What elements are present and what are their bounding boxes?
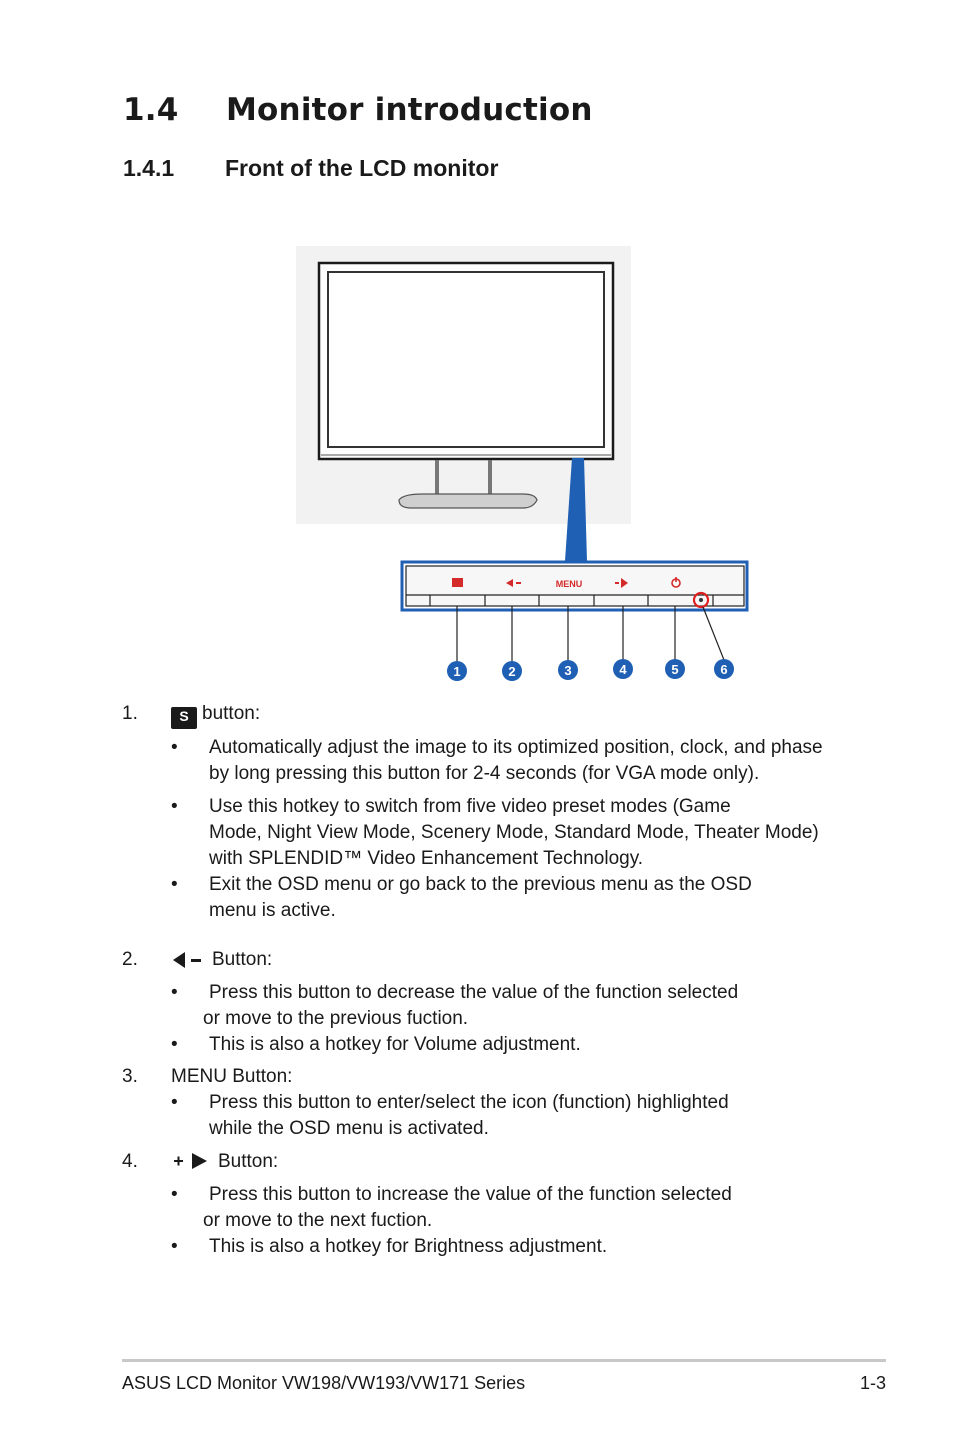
bullet-line: by long pressing this button for 2-4 seconds (for VGA mode only).	[209, 763, 760, 784]
callout-leaders	[457, 606, 724, 663]
item-number: 2.	[122, 949, 138, 970]
bullet-line: This is also a hotkey for Volume adjustment.	[209, 1034, 581, 1055]
bullet-line: or move to the next fuction.	[203, 1210, 433, 1231]
volume-minus-icon	[171, 951, 207, 969]
bullet-line: with SPLENDID™ Video Enhancement Technology.	[209, 848, 644, 869]
bullet-line: Automatically adjust the image to its optimized position, clock, and phase	[209, 737, 823, 758]
bullet-text	[209, 794, 849, 872]
strip-menu-text: MENU	[555, 579, 583, 589]
bullet-marker: •	[171, 1184, 178, 1205]
bullet-text	[209, 735, 849, 787]
bullet-line: while the OSD menu is activated.	[209, 1118, 489, 1139]
splendid-s-icon	[171, 703, 197, 729]
bullet-line: This is also a hotkey for Brightness adjustment.	[209, 1236, 608, 1257]
subsection-number: 1.4.1	[123, 155, 175, 181]
stand-base	[399, 494, 537, 508]
item-label: MENU Button:	[171, 1066, 293, 1087]
bullet-text	[209, 1090, 849, 1142]
bullet-marker: •	[171, 737, 178, 758]
subsection-heading	[123, 155, 498, 182]
footer-title: ASUS LCD Monitor VW198/VW193/VW171 Series	[122, 1373, 526, 1393]
item-number: 4.	[122, 1151, 138, 1172]
power-led	[699, 598, 703, 602]
page-number: 1-3	[860, 1373, 887, 1393]
bullet-line: or move to the previous fuction.	[203, 1008, 469, 1029]
item-label: button:	[202, 703, 261, 724]
section-heading	[123, 92, 593, 128]
splendid-s-icon-text: S	[171, 707, 197, 729]
bullet-marker: •	[171, 1092, 178, 1113]
stand-neck-left	[435, 460, 439, 496]
strip-s-icon	[452, 578, 463, 587]
bullet-text	[209, 872, 849, 924]
stand-neck-right	[488, 460, 492, 496]
callout-6-label: 6	[720, 662, 728, 677]
bullet-line: Press this button to increase the value of the function selected	[209, 1184, 732, 1205]
bullet-line: Mode, Night View Mode, Scenery Mode, Standard Mode, Theater Mode)	[209, 822, 819, 843]
monitor-front-figure	[293, 238, 753, 688]
item-label: Button:	[212, 949, 273, 970]
bullet-line: Press this button to enter/select the icon (function) highlighted	[209, 1092, 729, 1113]
bullet-text	[209, 1032, 849, 1058]
item-number: 1.	[122, 703, 138, 724]
callout-2-label: 2	[508, 664, 516, 679]
brightness-plus-icon	[171, 1152, 211, 1170]
bullet-marker: •	[171, 874, 178, 895]
callout-4-label: 4	[619, 662, 627, 677]
item-label: Button:	[218, 1151, 279, 1172]
callout-5-label: 5	[671, 662, 679, 677]
monitor-diagram	[293, 238, 753, 688]
callout-1-label: 1	[453, 664, 461, 679]
subsection-title: Front of the LCD monitor	[225, 155, 499, 181]
bullet-marker: •	[171, 796, 178, 817]
item-number: 3.	[122, 1066, 138, 1087]
bullet-marker: •	[171, 1034, 178, 1055]
bullet-text	[203, 980, 849, 1032]
bullet-line: Exit the OSD menu or go back to the previous menu as the OSD	[209, 874, 752, 895]
footer-rule	[122, 1359, 886, 1362]
section-number: 1.4	[123, 92, 179, 128]
bullet-line: menu is active.	[209, 900, 336, 921]
callout-3-label: 3	[564, 663, 572, 678]
callout-markers	[447, 659, 734, 681]
bullet-text	[203, 1182, 849, 1234]
bullet-line: Use this hotkey to switch from five video preset modes (Game	[209, 796, 731, 817]
bullet-text	[209, 1234, 849, 1260]
section-title: Monitor introduction	[226, 92, 593, 128]
bullet-marker: •	[171, 982, 178, 1003]
bullet-marker: •	[171, 1236, 178, 1257]
monitor-screen	[328, 272, 604, 447]
bullet-line: Press this button to decrease the value of the function selected	[209, 982, 739, 1003]
